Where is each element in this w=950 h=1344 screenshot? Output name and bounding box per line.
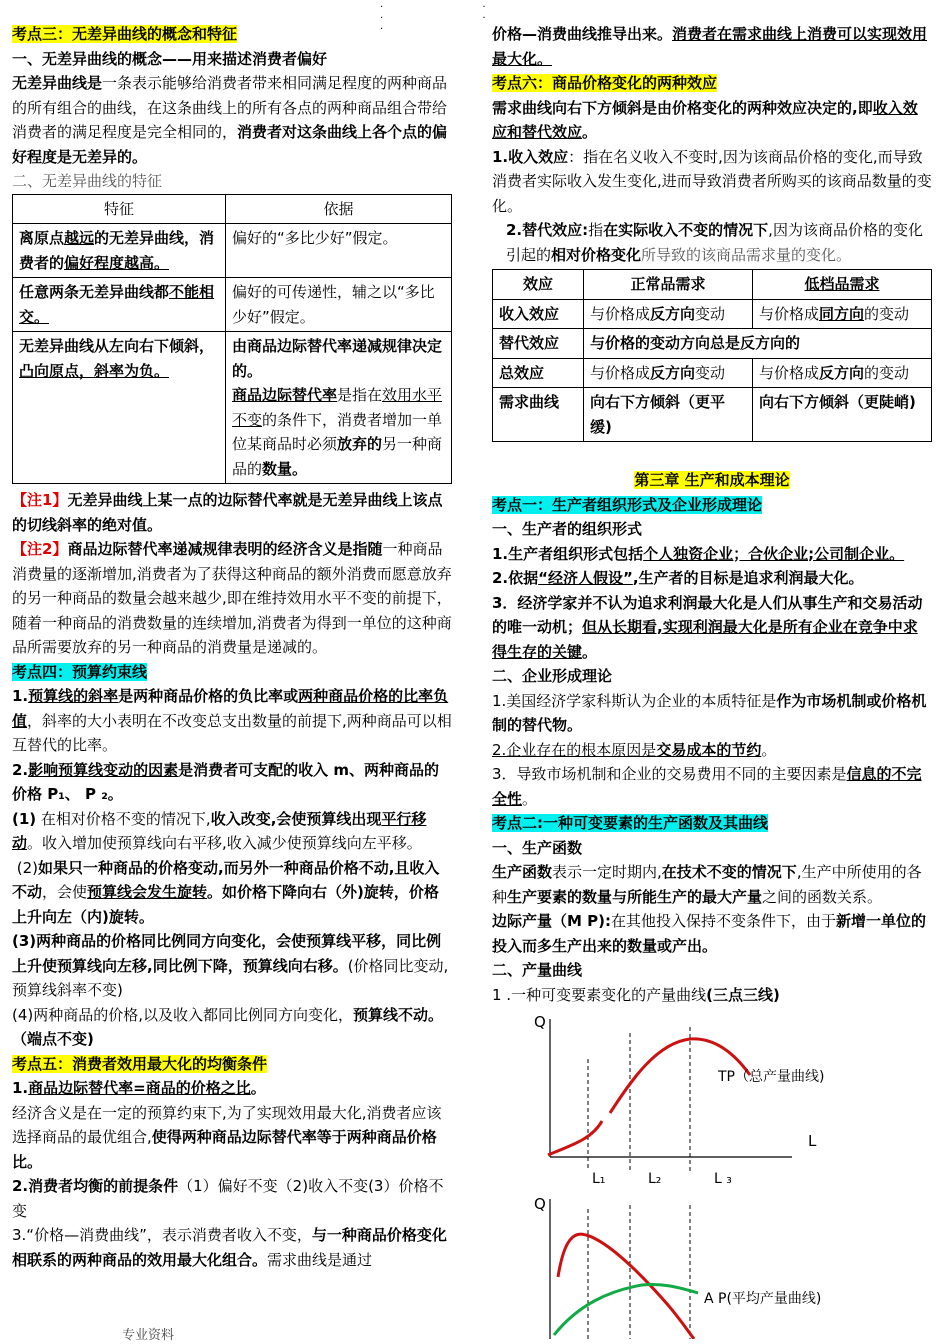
table-cell: 替代效应 (493, 329, 584, 359)
paragraph: 价格—消费曲线推导出来。消费者在需求曲线上消费可以实现效用最大化。 (492, 25, 928, 68)
left-column (12, 22, 452, 1272)
paragraph: 1 .一种可变要素变化的产量曲线(三点三线) (492, 985, 780, 1004)
paragraph: 3．经济学家并不认为追求利润最大化是人们从事生产和交易活动的唯一动机；但从长期看,实现利润最大化是所有企业在竞争中求得生存的关键。 (492, 593, 923, 661)
table-cell: 需求曲线 (493, 388, 584, 442)
header-dots: · · · · · (380, 2, 534, 35)
note: 【注2】商品边际替代率递减规律表明的经济含义是指随一种商品消费量的逐渐增加,消费者为了获得这种商品的额外消费而愿意放弃的另一种商品的数量会越来越少,即在维持效用水平不变的前提下，随着一种商品的消费数量的连续增加,消费者为得到一单位的这种商品所需要放弃的另一种商品的消费量是递减的。 (12, 540, 452, 656)
paragraph: 2.影响预算线变动的因素是消费者可支配的收入 m、两种商品的价格 P₁、 P ₂。 (12, 760, 440, 803)
table-row (493, 358, 932, 388)
paragraph: (4)两种商品的价格,以及收入都同比例同方向变化，预算线不动。（端点不变) (12, 1005, 444, 1048)
section-title: 考点二:一种可变要素的生产函数及其曲线 (492, 814, 769, 832)
q-axis-label-top: Q (534, 1013, 546, 1031)
paragraph: (2)如果只一种商品的价格变动,而另外一种商品价格不动,且收入不动，会使预算线会发生旋转。如价格下降向右（外)旋转，价格上升向左（内)旋转。 (12, 858, 440, 926)
table-header-cell: 效应 (493, 270, 584, 300)
paragraph: 1.美国经济学家科斯认为企业的本质特征是作为市场机制或价格机制的替代物。 (492, 691, 927, 734)
table-cell: 与价格的变动方向总是反方向的 (584, 329, 932, 359)
tick-l3: L ₃ (714, 1171, 732, 1187)
table-cell: 由商品边际替代率递减规律决定的。 商品边际替代率是指在效用水平不变的条件下，消费者增加一单位某商品时必须放弃的另一种商品的数量。 (226, 332, 452, 484)
table-cell: 离原点越远的无差异曲线，消费者的偏好程度越高。 (13, 224, 226, 278)
table-row (13, 278, 452, 332)
paragraph: 2.消费者均衡的前提条件（1）偏好不变（2)收入不变(3）价格不变 (12, 1177, 444, 1220)
table-row (13, 224, 452, 278)
paragraph: 无差异曲线是一条表示能够给消费者带来相同满足程度的两种商品的所有组合的曲线，在这条曲线上的所有各点的两种商品组合带给消费者的满足程度是完全相同的，消费者对这条曲线上各个点的偏好程度是无差异的。 (12, 74, 448, 166)
section-title: 考点一：生产者组织形式及企业形成理论 (492, 495, 763, 514)
tp-curve-lower (548, 1121, 602, 1155)
note: 【注1】无差异曲线上某一点的边际替代率就是无差异曲线上该点的切线斜率的绝对值。 (12, 491, 443, 534)
paragraph: 1.生产者组织形式包括个人独资企业；合伙企业;公司制企业。 (492, 544, 905, 563)
table-cell: 总效应 (493, 358, 584, 388)
table-row (493, 329, 932, 359)
paragraph: 1.预算线的斜率是两种商品价格的负比率或两种商品价格的比率负值，斜率的大小表明在不改变总支出数量的前提下,两种商品可以相互替代的比率。 (12, 687, 452, 754)
section-title: 考点五：消费者效用最大化的均衡条件 (12, 1054, 268, 1073)
table-cell: 偏好的“多比少好”假定。 (226, 224, 452, 278)
table-cell: 向右下方倾斜（更陡峭) (753, 388, 932, 442)
table-header-row (493, 270, 932, 300)
subheading: 二、无差异曲线的特征 (12, 172, 163, 190)
table-cell: 无差异曲线从左向右下倾斜，凸向原点，斜率为负。 (13, 332, 226, 484)
table-cell: 偏好的可传递性，辅之以“多比少好”假定。 (226, 278, 452, 332)
tick-l1: L₁ (592, 1171, 606, 1187)
table-row (493, 388, 932, 442)
page-footer: 专业资料 (122, 1328, 175, 1343)
table-cell: 向右下方倾斜（更平缓) (584, 388, 753, 442)
paragraph: 2.企业存在的根本原因是交易成本的节约。 (492, 740, 777, 759)
table-cell: 任意两条无差异曲线都不能相交。 (13, 278, 226, 332)
ap-curve (554, 1284, 698, 1335)
tp-label: TP（总产量曲线) (718, 1069, 825, 1085)
table-cell: 与价格成反方向变动 (584, 358, 753, 388)
right-column (492, 22, 932, 1339)
ap-label: A P(平均产量曲线) (704, 1291, 822, 1307)
section-title: 考点四：预算约束线 (12, 662, 148, 681)
paragraph: 1.商品边际替代率=商品的价格之比。 (12, 1079, 266, 1097)
paragraph: 3.“价格—消费曲线”，表示消费者收入不变，与一种商品价格变化相联系的两种商品的效用最大化组合。需求曲线是通过 (12, 1226, 447, 1269)
paragraph: (3)两种商品的价格同比例同方向变化，会使预算线平移，同比例上升使预算线向左移,同比例下降，预算线向右移。(价格同比变动,预算线斜率不变) (12, 932, 449, 999)
paragraph: 生产函数表示一定时期内,在技术不变的情况下,生产中所使用的各种生产要素的数量与所能生产的最大产量之间的函数关系。 (492, 863, 922, 906)
table-header-cell: 低档品需求 (753, 270, 932, 300)
subheading: 一、无差异曲线的概念——用来描述消费者偏好 (12, 49, 328, 68)
subheading: 一、生产者的组织形式 (492, 520, 643, 538)
paragraph: (1) 在相对价格不变的情况下,收入改变,会使预算线出现平行移动。收入增加使预算线向右平移,收入减少使预算线向左平移。 (12, 809, 427, 852)
paragraph: 边际产量（M P):在其他投入保持不变条件下，由于新增一单位的投入而多生产出来的数量或产出。 (492, 912, 927, 955)
q-axis-label-bottom: Q (534, 1195, 546, 1213)
table-cell: 与价格成同方向的变动 (753, 299, 932, 329)
paragraph: 2.依据“经济人假设”,生产者的目标是追求利润最大化。 (492, 569, 864, 587)
effects-table (492, 269, 932, 442)
chapter-title: 第三章 生产和成本理论 (634, 471, 790, 489)
paragraph: 2.替代效应:指在实际收入不变的情况下,因为该商品价格的变化引起的相对价格变化所导致的该商品需求量的变化。 (506, 221, 923, 264)
subheading: 一、生产函数 (492, 838, 583, 857)
table-row (13, 332, 452, 484)
table-header-cell: 依据 (226, 194, 452, 224)
subheading: 二、产量曲线 (492, 961, 583, 979)
paragraph: 3．导致市场机制和企业的交易费用不同的主要因素是信息的不完全性。 (492, 765, 922, 808)
subheading: 二、企业形成理论 (492, 667, 613, 685)
table-cell: 与价格成反方向变动 (584, 299, 753, 329)
indifference-table (12, 194, 452, 485)
table-header-cell: 正常品需求 (584, 270, 753, 300)
production-curves-diagram (492, 1009, 932, 1339)
table-cell: 收入效应 (493, 299, 584, 329)
section-title: 考点六：商品价格变化的两种效应 (492, 74, 718, 92)
table-header-row (13, 194, 452, 224)
table-cell: 与价格成反方向的变动 (753, 358, 932, 388)
tick-l2: L₂ (648, 1171, 662, 1187)
paragraph: 需求曲线向右下方倾斜是由价格变化的两种效应决定的,即收入效应和替代效应。 (492, 98, 918, 141)
table-header-cell: 特征 (13, 194, 226, 224)
paragraph: 1.收入效应：指在名义收入不变时,因为该商品价格的变化,而导致消费者实际收入发生变化,进而导致消费者所购买的该商品数量的变化。 (492, 147, 932, 215)
table-row (493, 299, 932, 329)
paragraph: 经济含义是在一定的预算约束下,为了实现效用最大化,消费者应该选择商品的最优组合,使得两种商品边际替代率等于两种商品价格比。 (12, 1103, 442, 1171)
section-title: 考点三：无差异曲线的概念和特征 (12, 25, 238, 43)
l-axis-label: L (808, 1132, 817, 1150)
